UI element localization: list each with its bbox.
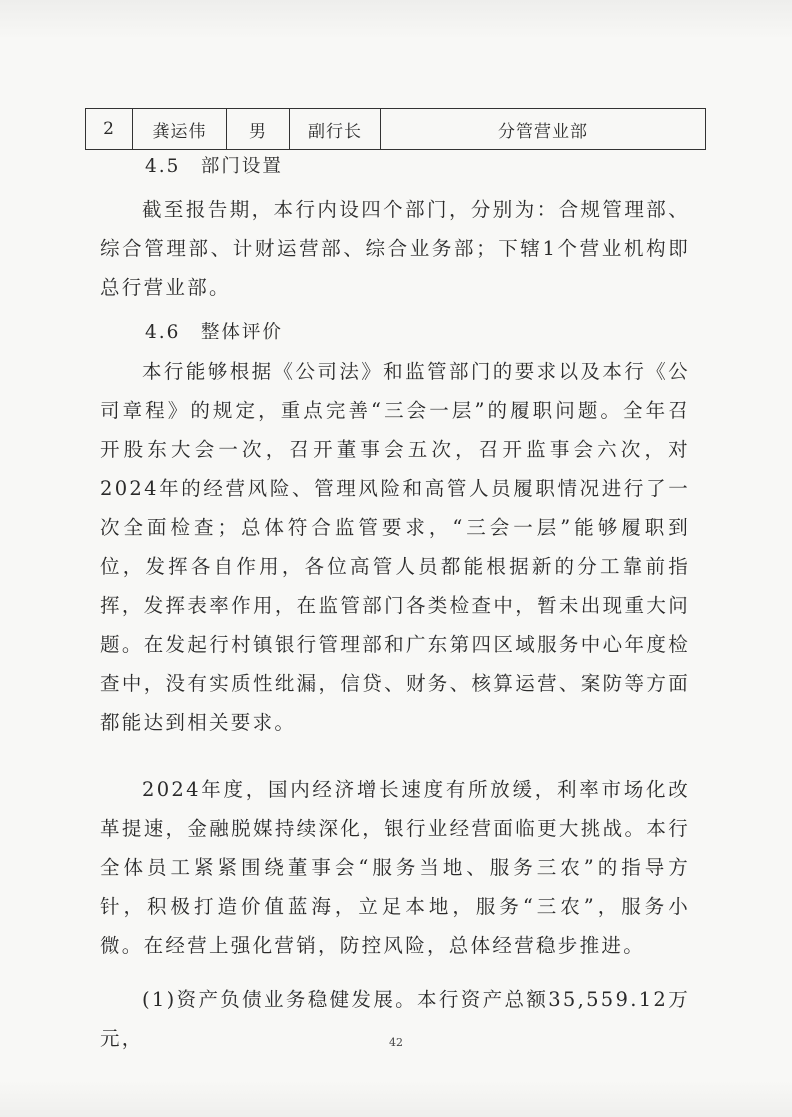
paragraph-departments: 截至报告期，本行内设四个部门，分别为：合规管理部、综合管理部、计财运营部、综合业务部；下辖1个营业机构即总行营业部。 [100, 198, 690, 299]
cell-title: 副行长 [290, 109, 381, 150]
paragraph-evaluation: 本行能够根据《公司法》和监管部门的要求以及本行《公司章程》的规定，重点完善“三会一层”的履职问题。全年召开股东大会一次，召开董事会五次，召开监事会六次，对2024年的经营风险、管理风险和高管人员履职情况进行了一次全面检查；总体符合监管要求，“三会一层”能够履职到位，发挥各自作用，各位高管人员都能根据新的分工靠前指挥，发挥表率作用，在监管部门各类检查中，暂未出现重大问题。在发起行村镇银行管理部和广东第四区域服务中心年度检查中，没有实质性纰漏，信贷、财务、核算运营、案防等方面都能达到相关要求。 [100, 360, 690, 734]
cell-duty: 分管营业部 [381, 109, 706, 150]
cell-number: 2 [86, 109, 133, 150]
page-number: 42 [389, 1036, 403, 1049]
management-table [85, 108, 706, 150]
paragraph-assets-liabilities: (1)资产负债业务稳健发展。本行资产总额35,559.12万元， [100, 988, 690, 1050]
paragraph-business-overview: 2024年度，国内经济增长速度有所放缓，利率市场化改革提速，金融脱媒持续深化，银行业经营面临更大挑战。本行全体员工紧紧围绕董事会“服务当地、服务三农”的指导方针，积极打造价值蓝海，立足本地，服务“三农”，服务小微。在经营上强化营销，防控风险，总体经营稳步推进。 [100, 778, 690, 957]
table-row [86, 109, 706, 150]
cell-name: 龚运伟 [133, 109, 227, 150]
section-heading-4-5: 4.5 部门设置 [145, 156, 283, 177]
cell-gender: 男 [227, 109, 290, 150]
section-heading-4-6: 4.6 整体评价 [145, 322, 283, 343]
